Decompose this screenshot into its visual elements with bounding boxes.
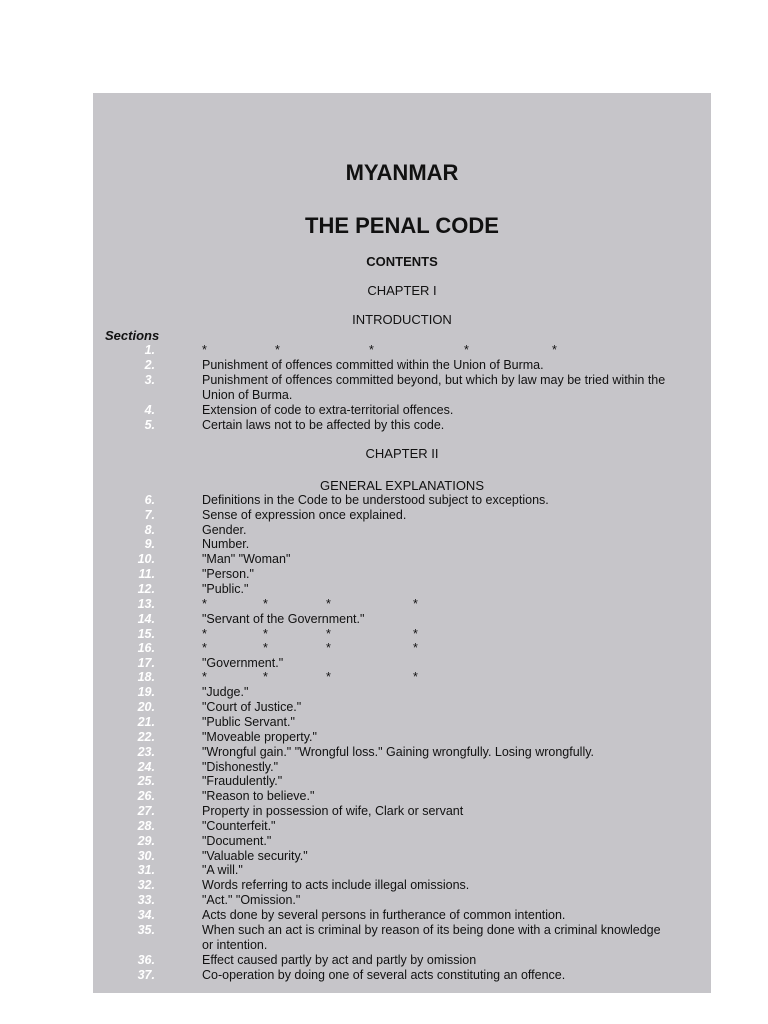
asterisk: *	[464, 343, 469, 357]
section-title: "Servant of the Government."	[202, 612, 365, 626]
section-number: 28.	[137, 819, 155, 833]
section-number: 22.	[137, 730, 155, 744]
asterisk: *	[202, 670, 207, 684]
section-number: 9.	[144, 537, 155, 551]
section-title: When such an act is criminal by reason of its being done with a criminal knowledge or intention.	[202, 923, 661, 952]
section-number: 6.	[144, 493, 155, 507]
section-title: Acts done by several persons in furtherance of common intention.	[202, 908, 566, 922]
section-number: 5.	[144, 418, 155, 432]
section-number: 17.	[137, 656, 155, 670]
section-number: 37.	[137, 968, 155, 982]
section-title: "Government."	[202, 656, 284, 670]
section-number: 4.	[144, 403, 155, 417]
section-number: 32.	[137, 878, 155, 892]
section-title: "Reason to believe."	[202, 789, 315, 803]
section-title: Effect caused partly by act and partly by omission	[202, 953, 477, 967]
section-title: "Court of Justice."	[202, 700, 302, 714]
section-number: 12.	[137, 582, 155, 596]
omitted-section-asterisks	[202, 597, 672, 611]
asterisk: *	[326, 597, 331, 611]
sections-label: Sections	[105, 328, 160, 343]
asterisk: *	[275, 343, 280, 357]
asterisk: *	[326, 670, 331, 684]
omitted-section-asterisks	[202, 641, 672, 655]
section-number: 25.	[137, 774, 155, 788]
section-number: 19.	[137, 685, 155, 699]
section-title: "Person."	[202, 567, 254, 581]
asterisk: *	[413, 670, 418, 684]
section-title: Number.	[202, 537, 250, 551]
section-title: "Document."	[202, 834, 272, 848]
section-number: 34.	[137, 908, 155, 922]
section-number: 29.	[137, 834, 155, 848]
section-title: "Public Servant."	[202, 715, 295, 729]
section-number: 36.	[137, 953, 155, 967]
section-number: 3.	[144, 373, 155, 387]
section-number: 2.	[144, 358, 155, 372]
section-number: 31.	[137, 863, 155, 877]
asterisk: *	[552, 343, 557, 357]
section-title: "A will."	[202, 863, 243, 877]
asterisk: *	[202, 641, 207, 655]
section-title: Gender.	[202, 523, 247, 537]
section-title: Words referring to acts include illegal omissions.	[202, 878, 470, 892]
asterisk: *	[263, 670, 268, 684]
section-number: 8.	[144, 523, 155, 537]
asterisk: *	[263, 627, 268, 641]
omitted-section-asterisks	[202, 627, 672, 641]
section-title: Punishment of offences committed beyond, but which by law may be tried within the Union of Burma.	[202, 373, 666, 402]
section-number: 13.	[137, 597, 155, 611]
section-title: Punishment of offences committed within the Union of Burma.	[202, 358, 544, 372]
section-number: 7.	[144, 508, 155, 522]
section-number: 26.	[137, 789, 155, 803]
section-number: 24.	[137, 760, 155, 774]
section-number: 21.	[137, 715, 155, 729]
chapter-2-subtitle: GENERAL EXPLANATIONS	[320, 478, 484, 493]
section-number: 20.	[137, 700, 155, 714]
contents-heading: CONTENTS	[366, 254, 438, 269]
section-number: 33.	[137, 893, 155, 907]
chapter-2-heading: CHAPTER II	[365, 446, 439, 461]
asterisk: *	[326, 627, 331, 641]
asterisk: *	[413, 627, 418, 641]
section-number: 16.	[137, 641, 155, 655]
section-number: 15.	[137, 627, 155, 641]
asterisk: *	[202, 597, 207, 611]
section-title: "Fraudulently."	[202, 774, 283, 788]
section-number: 23.	[137, 745, 155, 759]
section-number: 18.	[137, 670, 155, 684]
country-title: MYANMAR	[345, 160, 459, 185]
section-title: Extension of code to extra-territorial offences.	[202, 403, 454, 417]
section-number: 30.	[137, 849, 155, 863]
document-page	[93, 93, 711, 993]
section-title: "Dishonestly."	[202, 760, 279, 774]
section-title: "Public."	[202, 582, 249, 596]
section-title: Property in possession of wife, Clark or servant	[202, 804, 464, 818]
asterisk: *	[263, 641, 268, 655]
section-title: "Valuable security."	[202, 849, 308, 863]
section-number: 14.	[137, 612, 155, 626]
section-title: Definitions in the Code to be understood subject to exceptions.	[202, 493, 549, 507]
section-title: "Man" "Woman"	[202, 552, 291, 566]
section-number: 10.	[137, 552, 155, 566]
section-title: "Wrongful gain." "Wrongful loss." Gaining wrongfully. Losing wrongfully.	[202, 745, 595, 759]
document-title: THE PENAL CODE	[305, 213, 499, 238]
asterisk: *	[413, 597, 418, 611]
section-number: 1.	[144, 343, 155, 357]
asterisk: *	[326, 641, 331, 655]
asterisk: *	[369, 343, 374, 357]
section-title: "Moveable property."	[202, 730, 317, 744]
section-title: Co-operation by doing one of several acts constituting an offence.	[202, 968, 566, 982]
asterisk: *	[413, 641, 418, 655]
asterisk: *	[202, 343, 207, 357]
asterisk: *	[263, 597, 268, 611]
chapter-1-subtitle: INTRODUCTION	[352, 312, 452, 327]
omitted-section-asterisks	[202, 670, 672, 684]
section-number: 27.	[137, 804, 155, 818]
section-number: 11.	[138, 567, 155, 581]
section-number: 35.	[137, 923, 155, 937]
section-title: "Judge."	[202, 685, 249, 699]
omitted-section-asterisks	[202, 343, 672, 357]
section-title: "Counterfeit."	[202, 819, 276, 833]
chapter-1-heading: CHAPTER I	[367, 283, 437, 298]
asterisk: *	[202, 627, 207, 641]
section-title: Sense of expression once explained.	[202, 508, 407, 522]
section-title: Certain laws not to be affected by this code.	[202, 418, 445, 432]
section-title: "Act." "Omission."	[202, 893, 301, 907]
